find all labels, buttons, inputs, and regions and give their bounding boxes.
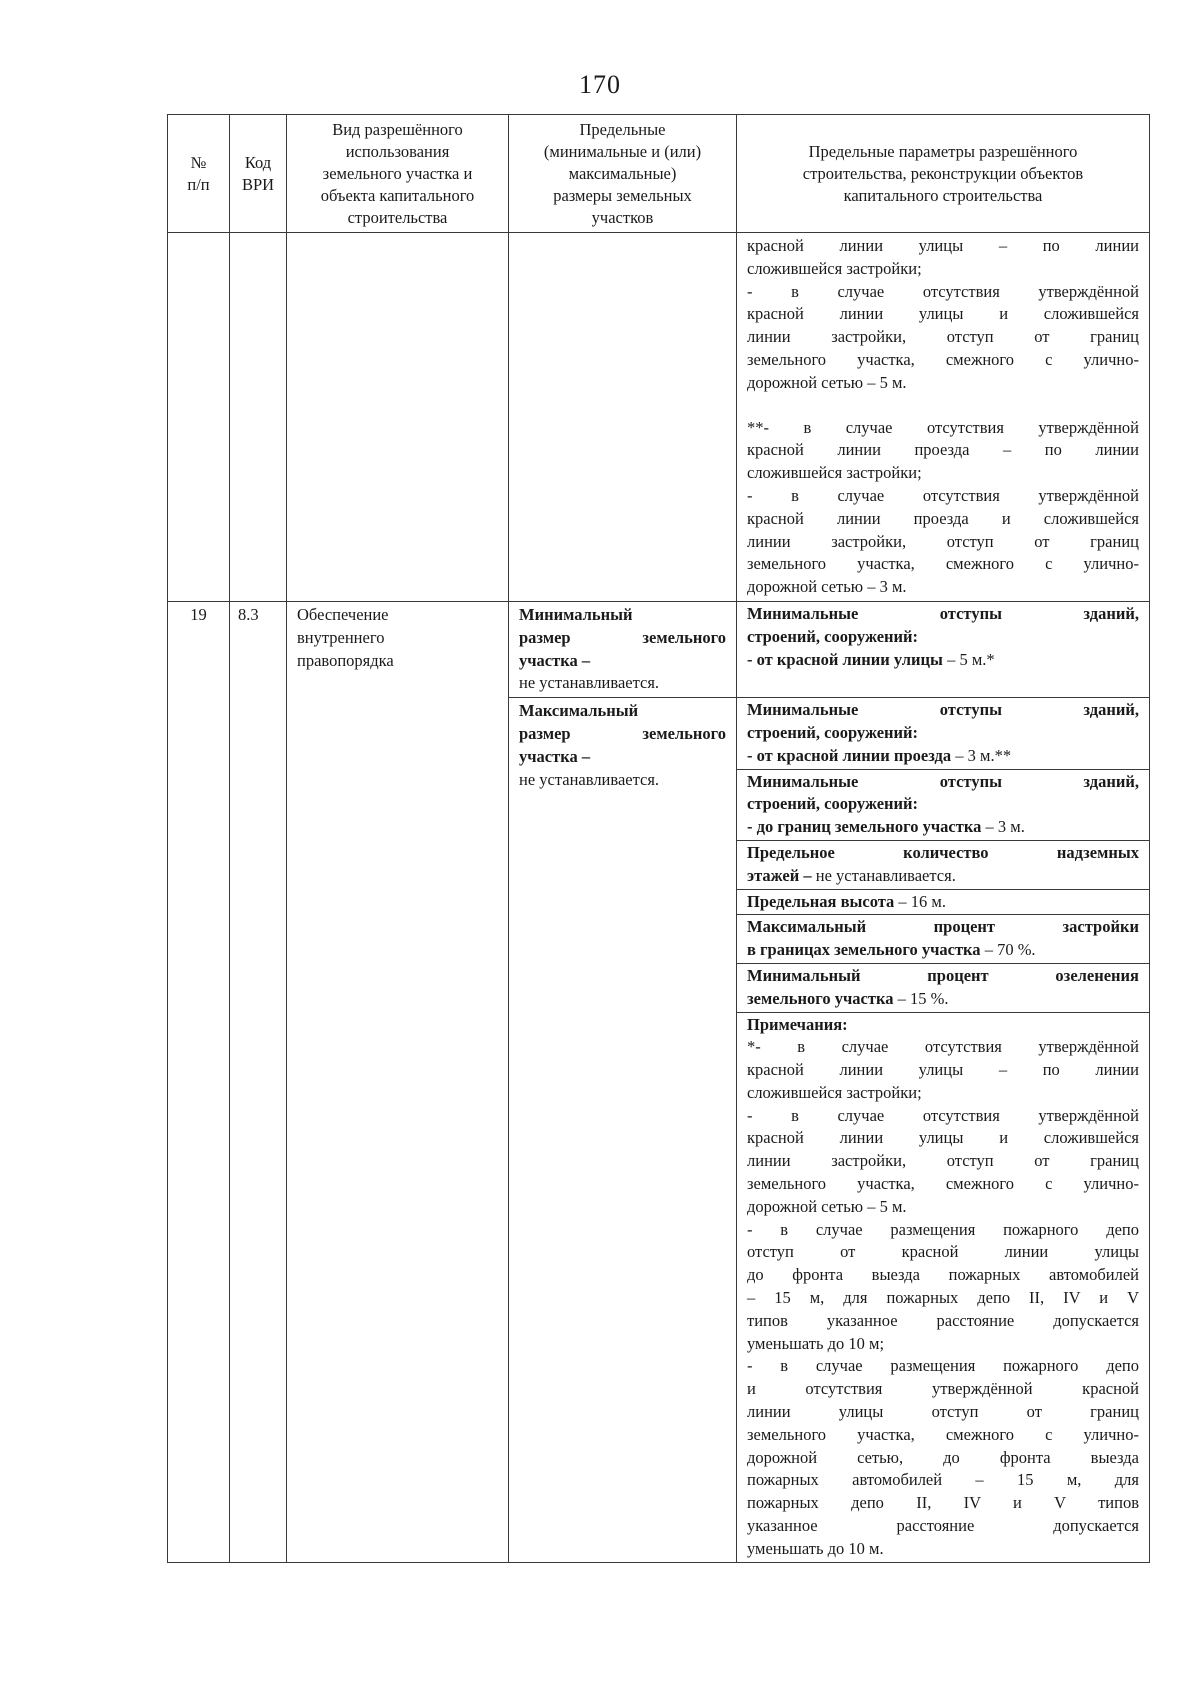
header-number-line: п/п	[187, 174, 210, 194]
header-line: объекта капитального	[320, 185, 475, 205]
notes-body	[747, 1036, 1139, 1560]
note-line: пожарных автомобилей – 15 м, для	[747, 1470, 1139, 1490]
header-use-type	[287, 115, 509, 233]
header-line: максимальные)	[568, 163, 677, 183]
note-line: до фронта выезда пожарных автомобилей	[747, 1265, 1139, 1285]
header-line: Предельные параметры разрешённого	[808, 141, 1078, 161]
param-setback-plot-border: Минимальные отступы зданий, строений, сооружений: - до границ земельного участка – 3 м.	[737, 769, 1149, 840]
header-code	[230, 115, 287, 233]
note-line: линии застройки, отступ от границ	[747, 1151, 1139, 1171]
row-code: 8.3	[230, 601, 287, 1562]
param-notes	[737, 1012, 1149, 1562]
note-line: - в случае размещения пожарного депо	[747, 1356, 1139, 1376]
zoning-parameters-table	[167, 114, 1150, 1563]
table-row-19	[168, 601, 1150, 697]
param-min-greenery: Минимальный процент озеленения земельного участка – 15 %.	[737, 963, 1149, 1012]
note-line: красной линии улицы – по линии	[747, 1060, 1139, 1080]
notes-title: Примечания:	[747, 1014, 848, 1034]
note-line: - в случае размещения пожарного депо	[747, 1219, 1139, 1239]
note-line: и отсутствия утверждённой красной	[747, 1379, 1139, 1399]
param-setback-driveway: Минимальные отступы зданий, строений, сооружений: - от красной линии проезда – 3 м.**	[747, 700, 1139, 765]
header-number	[168, 115, 230, 233]
header-line: строительства, реконструкции объектов	[802, 163, 1084, 183]
header-code-line: ВРИ	[241, 174, 275, 194]
note-line: отступ от красной линии улицы	[747, 1242, 1139, 1262]
note-line: уменьшать до 10 м.	[747, 1538, 884, 1558]
continuation-notes: красной линии улицы – по линии сложившейся застройки; - в случае отсутствия утверждённой красной линии улицы и сложившейся линии застройки, отступ от границ земельного участка, смежного с улично- дорожной сетью – 5 м. **- в случае отсутствия утверждённой красной линии проезда – по линии сложившейся застройки; - в случае отсутствия утверждённой красной линии проезда и сложившейся линии застройки, отступ от границ земельного участка, смежного с улично- дорожной сетью – 3 м.	[737, 233, 1150, 602]
header-line: участков	[591, 207, 654, 227]
note-line: линии улицы отступ от границ	[747, 1402, 1139, 1422]
max-plot-size: Максимальный размер земельного участка – не устанавливается.	[509, 698, 737, 1562]
header-construction-params	[737, 115, 1150, 233]
header-line: Предельные	[579, 119, 666, 139]
min-plot-size: Минимальный размер земельного участка – не устанавливается.	[509, 601, 737, 697]
note-line: *- в случае отсутствия утверждённой	[747, 1037, 1139, 1057]
header-code-line: Код	[244, 152, 272, 172]
note-line: уменьшать до 10 м;	[747, 1333, 885, 1353]
param-floors: Предельное количество надземных этажей – не устанавливается.	[737, 840, 1149, 889]
header-line: капитального строительства	[843, 185, 1043, 205]
header-plot-sizes	[509, 115, 737, 233]
note-line: дорожной сетью, до фронта выезда	[747, 1447, 1139, 1467]
note-line: – 15 м, для пожарных депо II, IV и V	[747, 1288, 1139, 1308]
note-line: - в случае отсутствия утверждённой	[747, 1105, 1139, 1125]
construction-params-list	[737, 698, 1150, 1562]
note-line: указанное расстояние допускается	[747, 1516, 1139, 1536]
table-row-continuation	[168, 233, 1150, 602]
header-line: Вид разрешённого	[332, 119, 463, 139]
header-line: (минимальные и (или)	[543, 141, 702, 161]
param-max-coverage: Максимальный процент застройки в границах земельного участка – 70 %.	[737, 915, 1149, 964]
header-line: использования	[345, 141, 450, 161]
header-line: земельного участка и	[322, 163, 473, 183]
row-use-name: Обеспечение внутреннего правопорядка	[287, 601, 509, 1562]
note-line: пожарных депо II, IV и V типов	[747, 1493, 1139, 1513]
note-line: земельного участка, смежного с улично-	[747, 1174, 1139, 1194]
param-height: Предельная высота – 16 м.	[737, 889, 1149, 915]
header-line: размеры земельных	[553, 185, 692, 205]
header-number-line: №	[190, 152, 207, 172]
note-line: земельного участка, смежного с улично-	[747, 1424, 1139, 1444]
table-header-row	[168, 115, 1150, 233]
setback-street: Минимальные отступы зданий, строений, сооружений: - от красной линии улицы – 5 м.*	[737, 601, 1150, 697]
row-number: 19	[168, 601, 230, 1562]
header-line: строительства	[347, 207, 448, 227]
page-number: 170	[579, 70, 621, 99]
note-line: дорожной сетью – 5 м.	[747, 1196, 907, 1216]
note-line: сложившейся застройки;	[747, 1082, 922, 1102]
note-line: типов указанное расстояние допускается	[747, 1310, 1139, 1330]
note-line: красной линии улицы и сложившейся	[747, 1128, 1139, 1148]
